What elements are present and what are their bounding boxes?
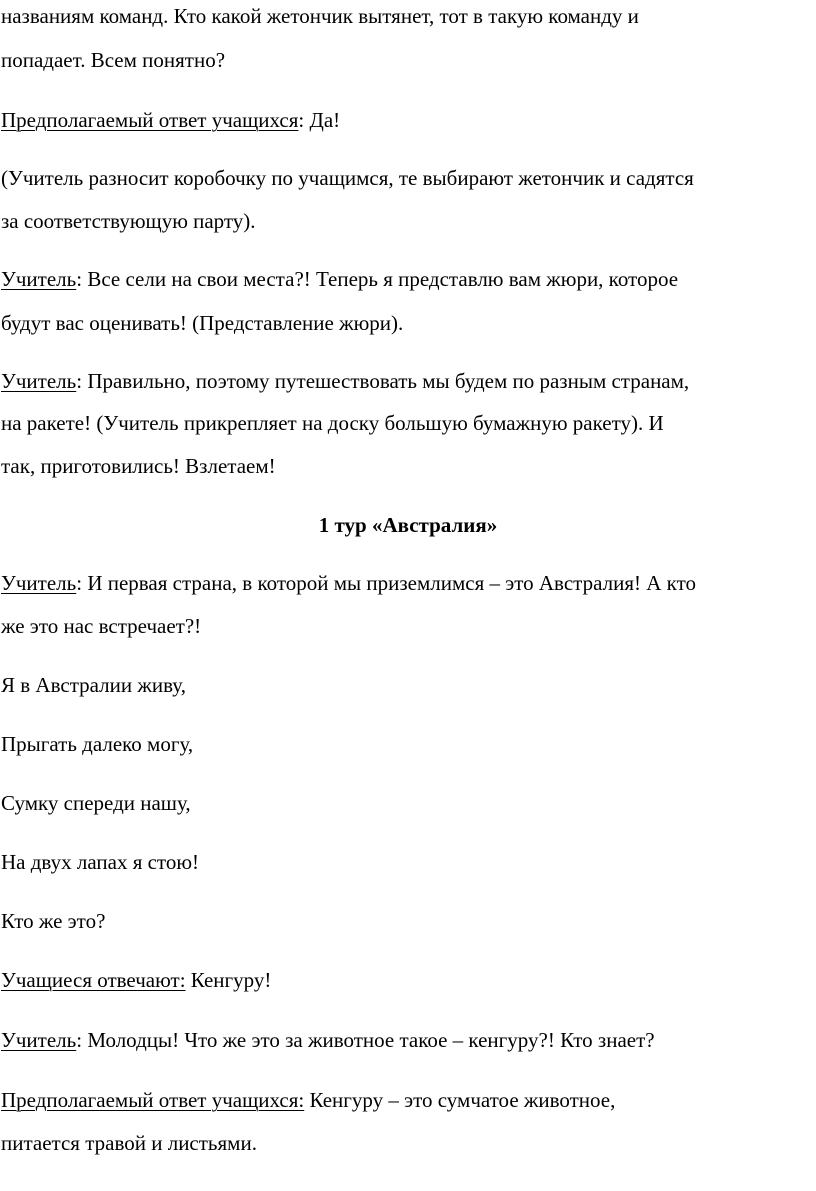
- speaker-label: Предполагаемый ответ учащихся:: [1, 1088, 305, 1112]
- line-text: На двух лапах я стою!: [1, 850, 200, 874]
- line-text: Я в Австралии живу,: [1, 673, 186, 697]
- paragraph-line: [1, 110, 340, 131]
- speaker-label: Учитель: [1, 571, 77, 595]
- paragraph-line: [1, 313, 403, 334]
- line-text: попадает. Всем понятно?: [1, 48, 226, 72]
- line-text: питается травой и листьями.: [1, 1131, 257, 1155]
- paragraph-line: [1, 1090, 615, 1111]
- line-text: за соответствующую парту).: [1, 209, 256, 233]
- line-text: Кенгуру!: [185, 968, 272, 992]
- paragraph-line: [1, 168, 694, 189]
- paragraph-line: [1, 211, 256, 232]
- speaker-label: Учитель: [1, 1028, 77, 1052]
- paragraph-line: [1, 413, 664, 434]
- line-text: будут вас оценивать! (Представление жюри).: [1, 311, 404, 335]
- line-text: названиям команд. Кто какой жетончик вытянет, тот в такую команду и: [1, 4, 639, 28]
- paragraph-line: [1, 371, 689, 392]
- paragraph-line: [1, 1133, 257, 1154]
- line-text: : Правильно, поэтому путешествовать мы будем по разным странам,: [76, 369, 690, 393]
- poem-line: [1, 675, 186, 696]
- line-text: : Молодцы! Что же это за животное такое – кенгуру?! Кто знает?: [76, 1028, 655, 1052]
- line-text: : Да!: [298, 108, 341, 132]
- line-text: так, приготовились! Взлетаем!: [1, 454, 276, 478]
- speaker-label: Учитель: [1, 369, 77, 393]
- speaker-label: Предполагаемый ответ учащихся: [1, 108, 299, 132]
- line-text: (Учитель разносит коробочку по учащимся, те выбирают жетончик и садятся: [1, 166, 694, 190]
- speaker-label: Учащиеся отвечают:: [1, 968, 186, 992]
- paragraph-line: [1, 1030, 655, 1051]
- paragraph-line: [1, 269, 678, 290]
- line-text: Сумку спереди нашу,: [1, 791, 191, 815]
- line-text: Кенгуру – это сумчатое животное,: [304, 1088, 616, 1112]
- line-text: : И первая страна, в которой мы приземлимся – это Австралия! А кто: [76, 571, 696, 595]
- line-text: Прыгать далеко могу,: [1, 732, 194, 756]
- line-text: Кто же это?: [1, 909, 106, 933]
- paragraph-line: [1, 616, 201, 637]
- section-heading: 1 тур «Австралия»: [318, 513, 498, 537]
- paragraph-line: [1, 456, 276, 477]
- poem-line: [1, 852, 199, 873]
- speaker-label: Учитель: [1, 267, 77, 291]
- paragraph-line: [1, 50, 225, 71]
- poem-line: [1, 911, 105, 932]
- paragraph-line: [1, 970, 271, 991]
- line-text: : Все сели на свои места?! Теперь я представлю вам жюри, которое: [76, 267, 679, 291]
- poem-line: [1, 793, 191, 814]
- paragraph-line: [1, 6, 639, 27]
- poem-line: [1, 734, 193, 755]
- line-text: же это нас встречает?!: [1, 614, 202, 638]
- line-text: на ракете! (Учитель прикрепляет на доску большую бумажную ракету). И: [1, 411, 664, 435]
- paragraph-line: [1, 573, 696, 594]
